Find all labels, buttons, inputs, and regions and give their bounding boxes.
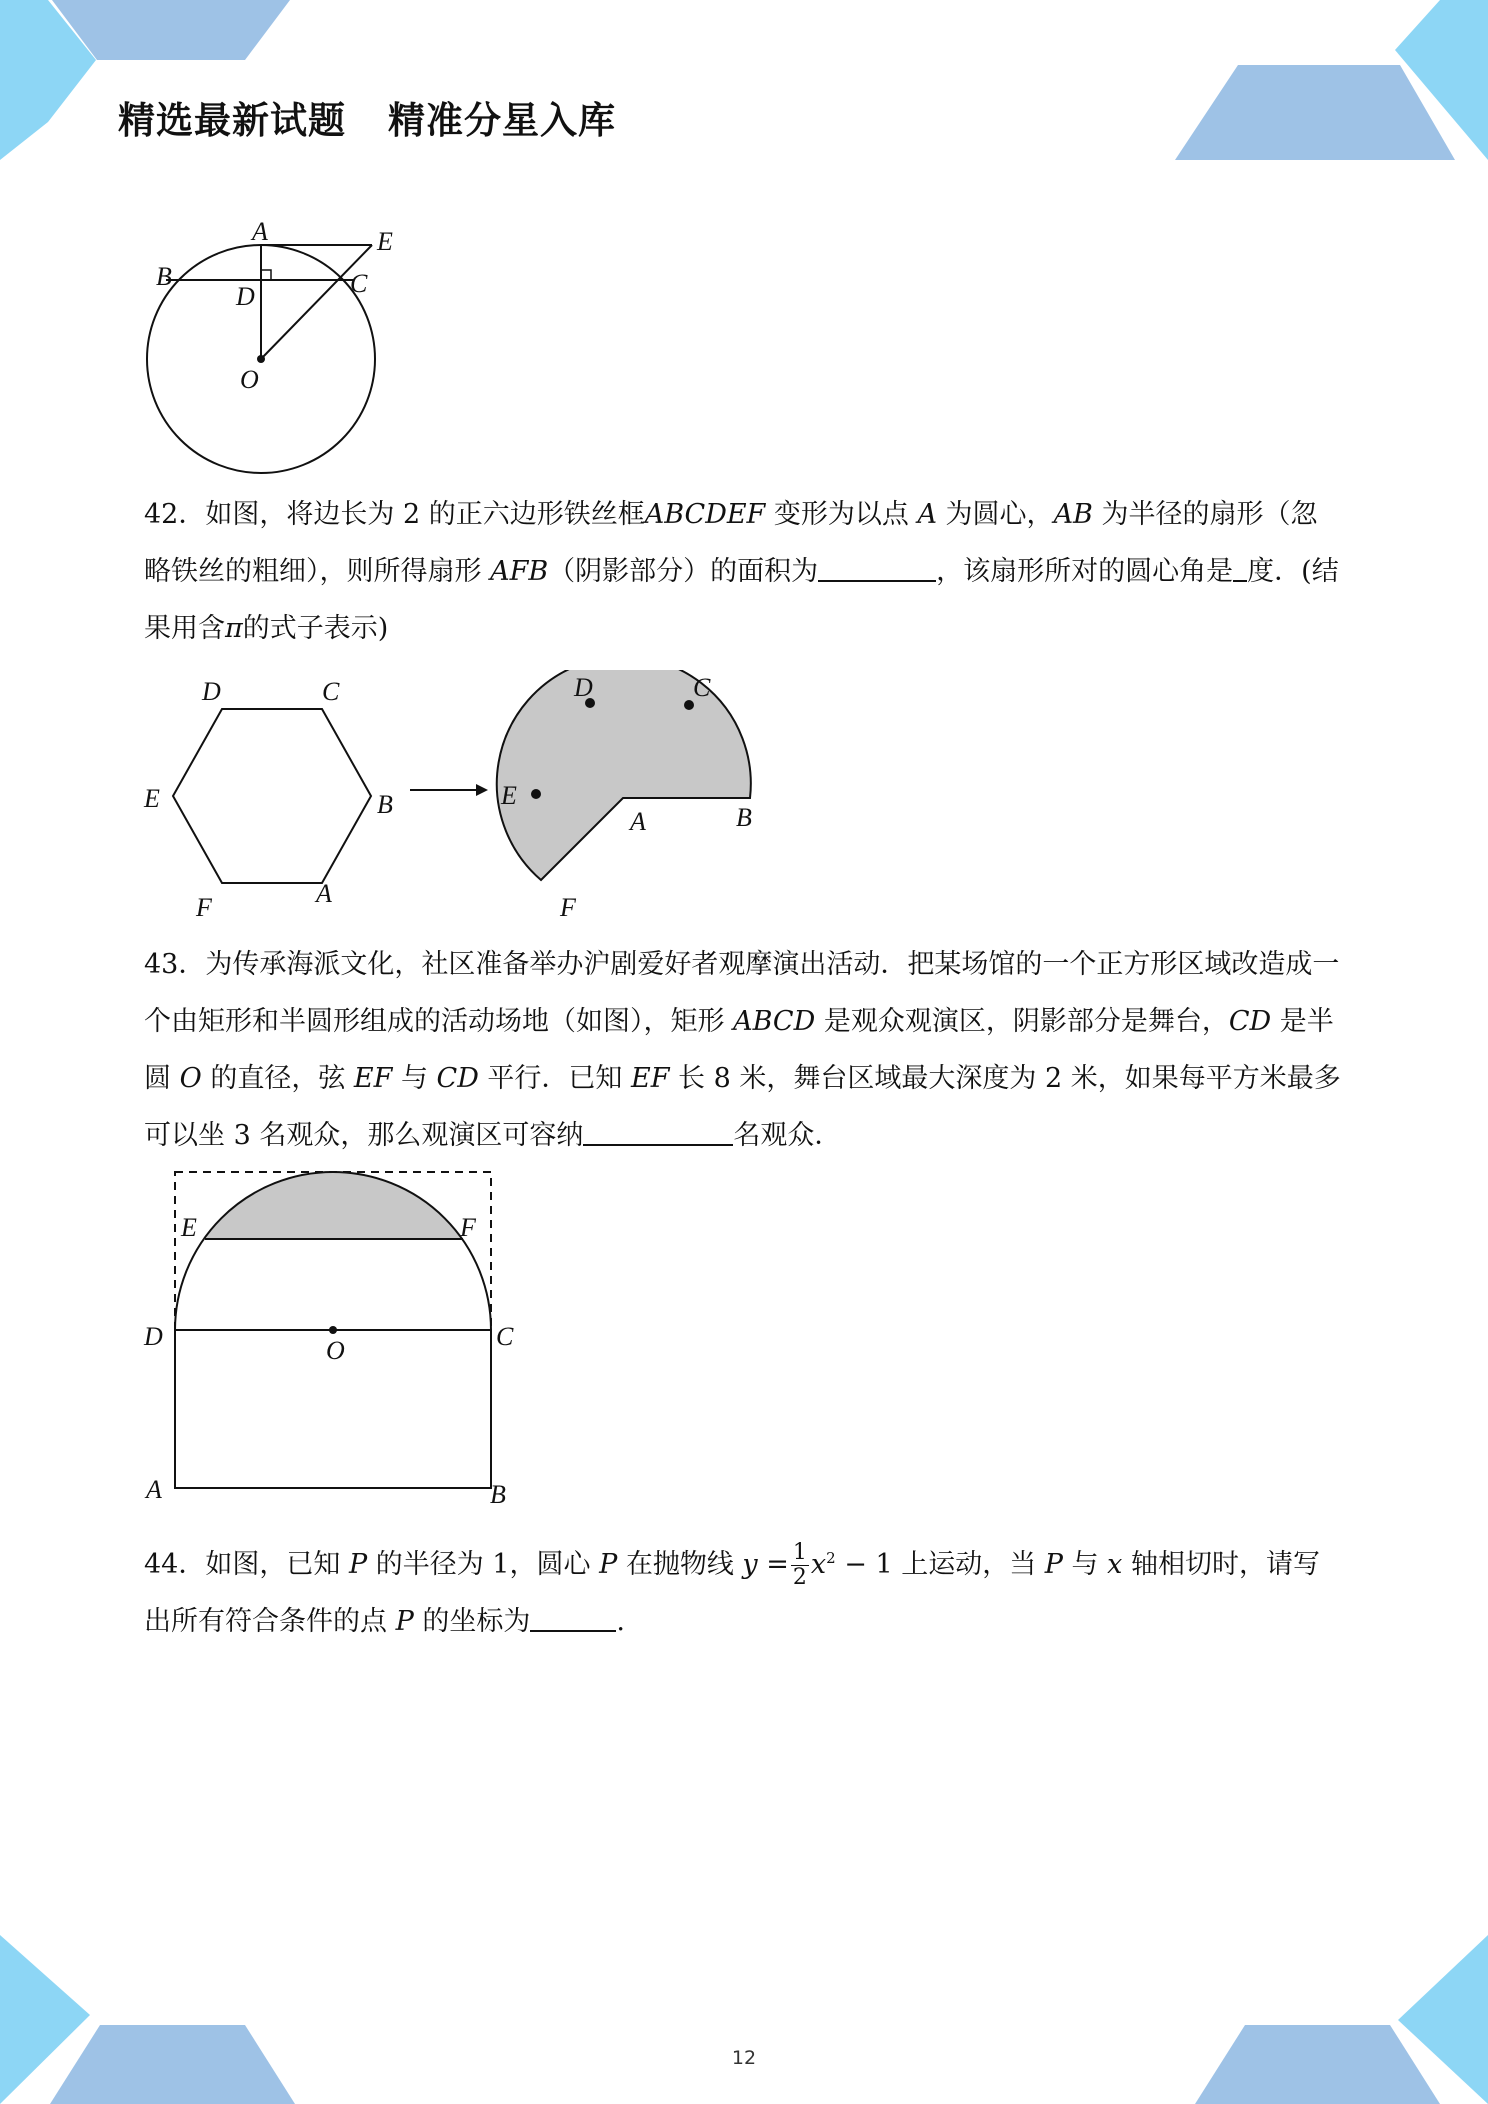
label-f: F (460, 1213, 476, 1242)
stage-shaded (205, 1172, 463, 1239)
question-42: 42．如图，将边长为 2 的正六边形铁丝框ABCDEF 变形为以点 A 为圆心，AB 为半径的扇形（忽略铁丝的粗细），则所得扇形 AFB（阴影部分）的面积为 ，该扇形所对的圆心角是 度．(结果用含π的式子表示) (144, 499, 1339, 644)
figure-q42 (140, 670, 780, 930)
fraction-one-half: $\frac{1}{2}$ (792, 1540, 807, 1590)
q43-number: 43 (144, 949, 179, 980)
header-right: 精准分星入库 (388, 99, 616, 142)
label-d: D (144, 1322, 163, 1351)
sector-label-a: A (630, 807, 646, 836)
q44-number: 44 (144, 1549, 179, 1580)
hex-label-a: A (316, 879, 332, 908)
segment-oe (261, 245, 372, 359)
q42-number: 42 (144, 499, 179, 530)
sector-point-e (531, 789, 541, 799)
q42-answer-blank-area[interactable] (818, 550, 936, 582)
label-o: O (240, 365, 259, 394)
question-43: 43．为传承海派文化，社区准备举办沪剧爱好者观摩演出活动．把某场馆的一个正方形区域改造成一个由矩形和半圆形组成的活动场地（如图），矩形 ABCD 是观众观演区，阴影部分是舞台，CD 是半圆 O 的直径，弦 EF 与 CD 平行．已知 EF 长 8 米，舞台区域最大深度为 2 米，如果每平方米最多可以坐 3 名观众，那么观演区可容纳 名观众． (144, 949, 1341, 1151)
figure-q43 (140, 1165, 540, 1510)
q43-answer-blank[interactable] (583, 1114, 733, 1146)
sector-label-c: C (693, 673, 711, 702)
right-angle-mark (261, 270, 271, 280)
q44-answer-blank[interactable] (530, 1600, 616, 1632)
q42-answer-blank-angle[interactable] (1233, 550, 1247, 582)
label-e: E (377, 227, 393, 256)
page-number: 12 (731, 2047, 757, 2069)
hexagon-abcdef (173, 709, 371, 883)
label-b: B (490, 1480, 506, 1509)
hex-label-b: B (377, 790, 393, 819)
hex-label-f: F (196, 893, 212, 922)
sector-afb (497, 670, 751, 880)
question-44: 44．如图，已知 P 的半径为 1，圆心 P 在抛物线 y = $\frac{1}{2}$ $x^2 - 1$ 上运动，当 P 与 x 轴相切时，请写出所有符合条件的点 P 的坐标为 . (144, 1540, 1320, 1637)
sector-label-b: B (736, 803, 752, 832)
label-c: C (350, 269, 368, 298)
center-dot-o (329, 1326, 337, 1334)
label-d: D (236, 282, 255, 311)
label-a: A (146, 1475, 162, 1504)
sector-label-d: D (574, 673, 593, 702)
deco-top-right-trapezoid (1175, 65, 1455, 160)
center-dot-o (257, 355, 265, 363)
sector-label-e: E (501, 781, 517, 810)
header-left: 精选最新试题 (118, 99, 346, 142)
hex-label-c: C (322, 677, 340, 706)
sector-label-f: F (560, 893, 576, 922)
hex-label-d: D (202, 677, 221, 706)
label-o: O (326, 1336, 345, 1365)
label-a: A (252, 220, 268, 246)
label-e: E (181, 1213, 197, 1242)
hex-label-e: E (144, 784, 160, 813)
page-header (118, 90, 616, 144)
arrow-head-icon (476, 784, 488, 796)
label-c: C (496, 1322, 514, 1351)
figure-q41 (140, 220, 430, 480)
label-b: B (156, 262, 172, 291)
